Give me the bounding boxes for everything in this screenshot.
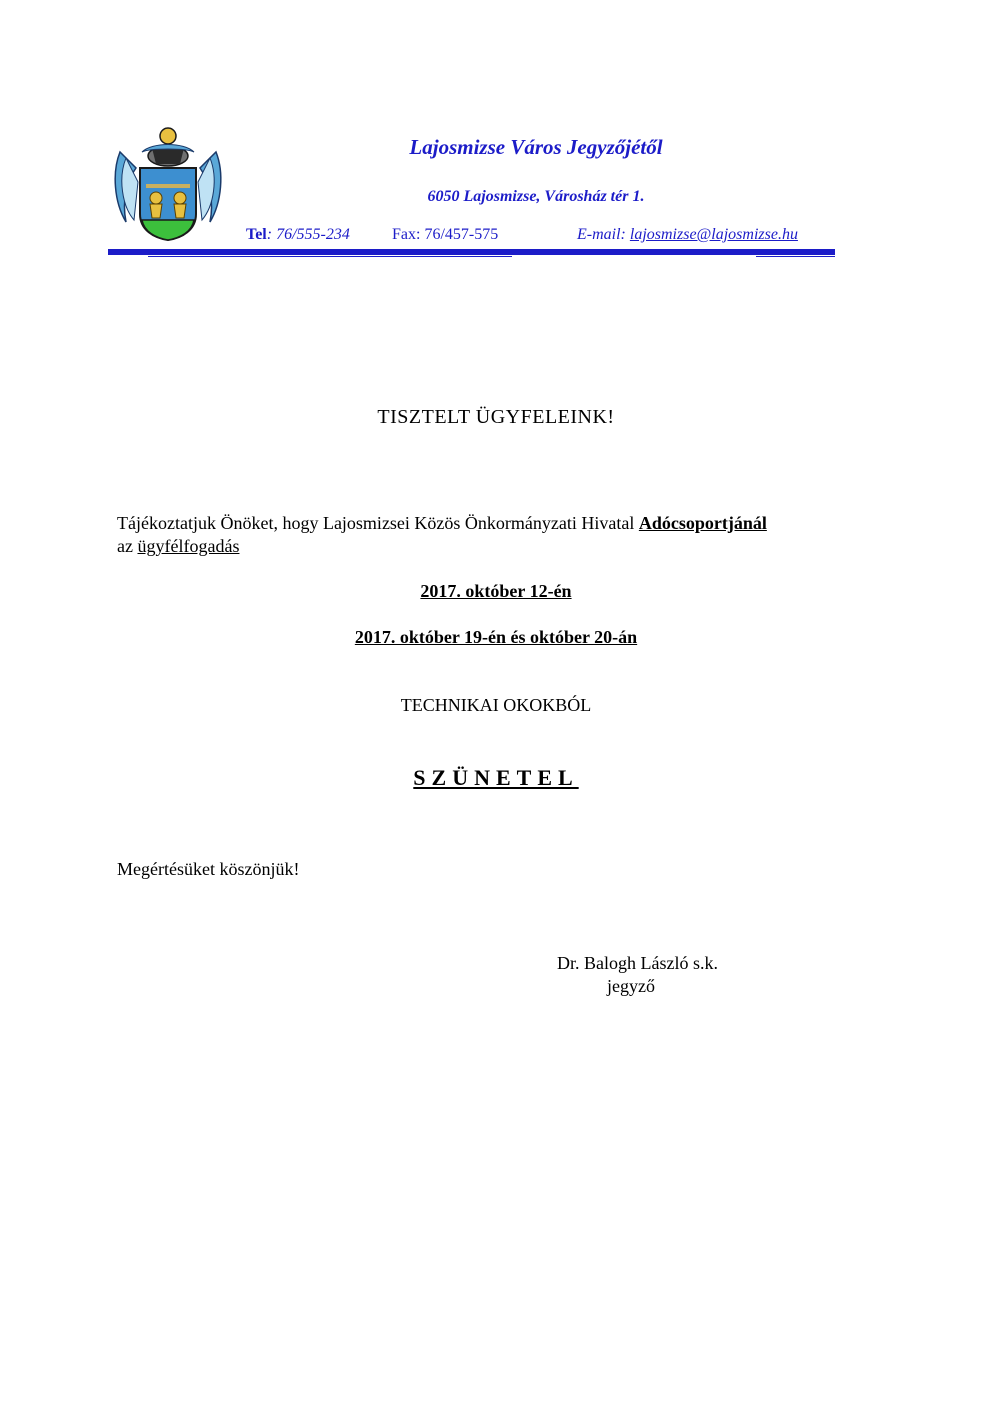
letterhead-address: 6050 Lajosmizse, Városház tér 1. xyxy=(427,188,645,205)
phone-value: : 76/555-234 xyxy=(266,226,350,243)
signatory-name: Dr. Balogh László s.k. xyxy=(557,953,718,973)
notice-text-2: az xyxy=(117,536,138,556)
phone-label: Tel xyxy=(246,226,267,243)
thanks-line: Megértésüket köszönjük! xyxy=(117,859,300,879)
letterhead-divider-thin xyxy=(148,256,512,257)
notice-text-1: Tájékoztatjuk Önöket, hogy Lajosmizsei Közös Önkormányzati Hivatal xyxy=(117,513,639,533)
notice-paragraph xyxy=(117,512,857,558)
closure-reason: TECHNIKAI OKOKBÓL xyxy=(400,695,592,715)
closure-date-2: 2017. október 19-én és október 20-án xyxy=(354,627,638,647)
letterhead-email xyxy=(577,226,798,244)
letterhead-divider-thin-right xyxy=(756,256,835,257)
notice-department: Adócsoportjánál xyxy=(638,513,767,533)
letterhead-divider xyxy=(108,249,835,255)
closure-status: SZÜNETEL xyxy=(413,765,579,790)
greeting-heading: TISZTELT ÜGYFELEINK! xyxy=(377,406,615,428)
letterhead-fax: Fax: 76/457-575 xyxy=(392,226,499,243)
closure-date-1: 2017. október 12-én xyxy=(420,581,572,601)
coat-of-arms-icon xyxy=(112,122,224,244)
letterhead-phone xyxy=(246,226,350,244)
email-link[interactable]: lajosmizse@lajosmizse.hu xyxy=(629,226,798,243)
notice-service: ügyfélfogadás xyxy=(137,536,240,556)
letterhead-title: Lajosmizse Város Jegyzőjétől xyxy=(409,135,663,159)
email-label: E-mail: xyxy=(577,226,630,243)
signatory-title: jegyző xyxy=(607,976,655,996)
